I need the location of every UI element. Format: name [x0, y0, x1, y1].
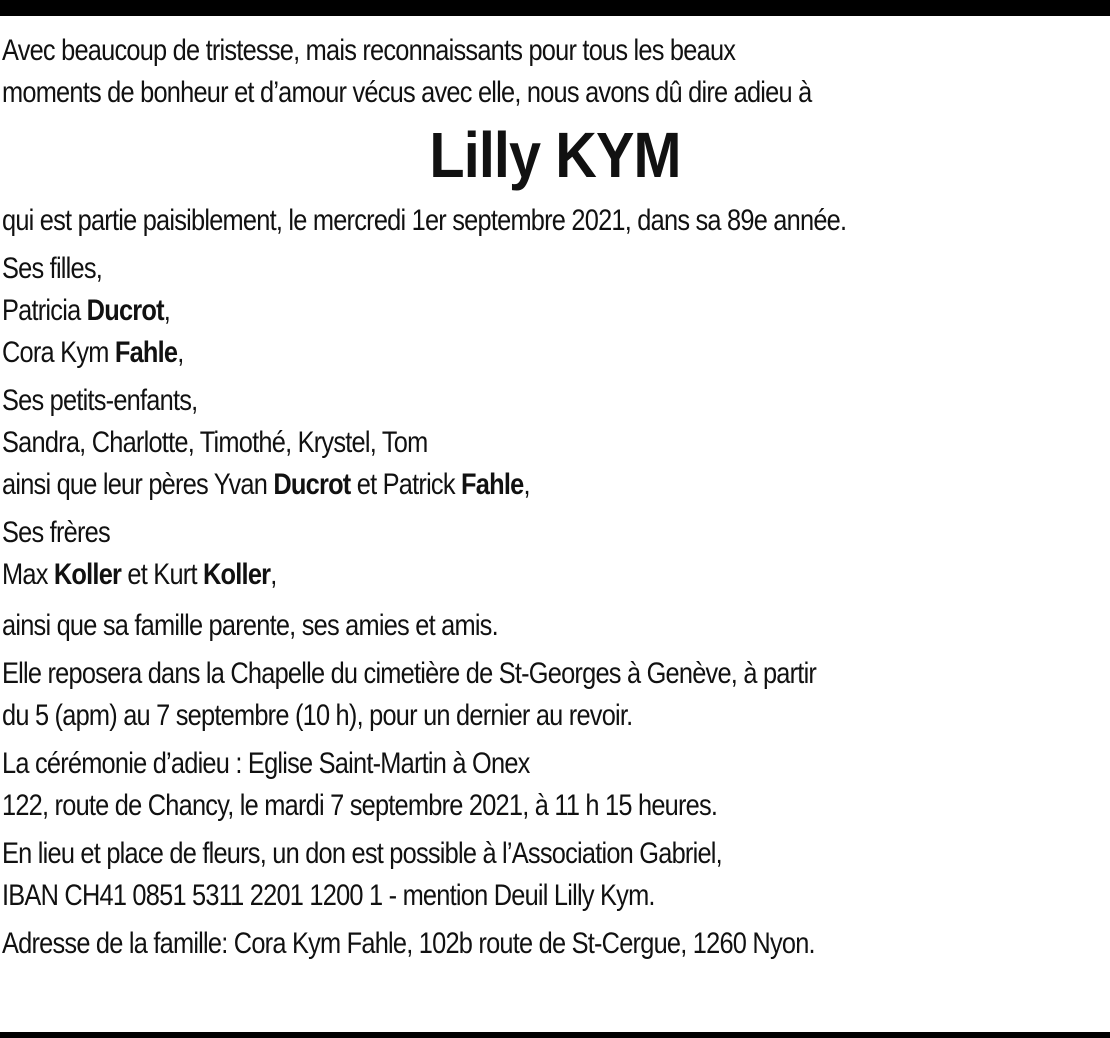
- grandchildren-heading: Ses petits-enfants,: [2, 384, 198, 417]
- rest-line-2: du 5 (apm) au 7 septembre (10 h), pour un dernier au revoir.: [2, 699, 633, 732]
- text: ainsi que leur pères Yvan: [2, 468, 274, 501]
- daughters-heading: Ses filles,: [2, 252, 103, 285]
- obituary-notice: [2, 30, 1108, 965]
- deceased-name: Lilly KYM: [429, 119, 681, 191]
- brothers-heading: Ses frères: [2, 516, 110, 549]
- intro-line-1: Avec beaucoup de tristesse, mais reconnaissants pour tous les beaux: [2, 34, 736, 67]
- intro-line-2: moments de bonheur et d’amour vécus avec elle, nous avons dû dire adieu à: [2, 76, 812, 109]
- ceremony-line-2: 122, route de Chancy, le mardi 7 septembre 2021, à 11 h 15 heures.: [2, 789, 718, 822]
- daughter-1: [2, 290, 953, 332]
- surname: Fahle: [461, 468, 524, 501]
- surname: Ducrot: [86, 294, 164, 327]
- surname: Fahle: [114, 336, 178, 369]
- family-line: ainsi que sa famille parente, ses amies et amis.: [2, 609, 498, 642]
- rest-line-1: Elle reposera dans la Chapelle du cimetière de St-Georges à Genève, à partir: [2, 657, 817, 690]
- passing-line: qui est partie paisiblement, le mercredi 1er septembre 2021, dans sa 89e année.: [2, 204, 847, 237]
- surname: Koller: [53, 558, 122, 591]
- grandchildren-names: Sandra, Charlotte, Timothé, Krystel, Tom: [2, 426, 428, 459]
- first-name: Max: [2, 558, 54, 591]
- bottom-border-rule: [0, 1032, 1110, 1038]
- punctuation: ,: [523, 468, 530, 501]
- text: et Patrick: [350, 468, 462, 501]
- donation-line-2: IBAN CH41 0851 5311 2201 1200 1 - mention Deuil Lilly Kym.: [2, 879, 655, 912]
- punctuation: ,: [163, 294, 171, 327]
- first-name: Patricia: [2, 294, 87, 327]
- brothers-names: [2, 554, 953, 596]
- first-name: Cora Kym: [2, 336, 115, 369]
- punctuation: ,: [177, 336, 184, 369]
- donation-line-1: En lieu et place de fleurs, un don est possible à l’Association Gabriel,: [2, 837, 722, 870]
- grandchildren-fathers: [2, 464, 953, 506]
- ceremony-line-1: La cérémonie d’adieu : Eglise Saint-Martin à Onex: [2, 747, 530, 780]
- top-border-rule: [0, 0, 1110, 16]
- daughter-2: [2, 332, 953, 374]
- surname: Koller: [203, 558, 271, 591]
- family-address: Adresse de la famille: Cora Kym Fahle, 102b route de St-Cergue, 1260 Nyon.: [2, 927, 815, 960]
- text: et Kurt: [121, 558, 204, 591]
- punctuation: ,: [270, 558, 277, 591]
- surname: Ducrot: [273, 468, 351, 501]
